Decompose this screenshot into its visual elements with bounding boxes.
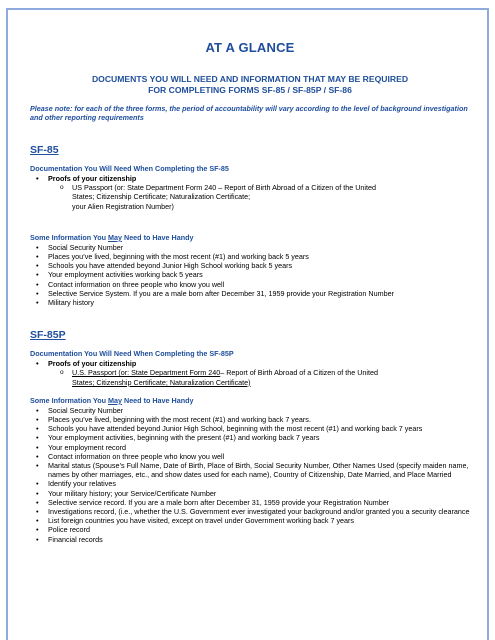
list-item: • Selective Service System. If you are a male born after December 31, 1959 provide your Registration Number xyxy=(30,289,470,298)
list-item: • Contact information on three people who know you well xyxy=(30,452,470,461)
list-item: • Social Security Number xyxy=(30,406,470,415)
sf85p-proofs-detail xyxy=(30,368,470,386)
sf85-proofs-line-3: your Alien Registration Number) xyxy=(72,201,174,211)
sf85p-info-heading-pre: Some Information You xyxy=(30,395,109,405)
list-item: • Schools you have attended beyond Junior High School working back 5 years xyxy=(30,261,470,270)
sf85p-info-heading-may: May xyxy=(108,395,122,405)
sf85p-info-list xyxy=(30,406,470,544)
sf85-info-heading-post: Need to Have Handy xyxy=(122,232,194,242)
list-item: • Your military history; your Service/Certificate Number xyxy=(30,489,470,498)
sf85p-info-heading-post: Need to Have Handy xyxy=(122,395,194,405)
sf85p-info-heading xyxy=(30,396,470,405)
section-heading-sf85: SF-85 xyxy=(30,144,59,156)
list-item: • Your employment activities, beginning with the present (#1) and working back 7 years xyxy=(30,433,470,442)
list-item: • Contact information on three people who know you well xyxy=(30,280,470,289)
subtitle-line-2: FOR COMPLETING FORMS SF-85 / SF-85P / SF-86 xyxy=(148,85,352,95)
sf85-info-heading-may: May xyxy=(108,232,122,242)
sf85p-docs-list xyxy=(30,359,470,368)
accountability-note: Please note: for each of the three forms, the period of accountability will vary according to the level of background investigation and other reporting requirements xyxy=(30,104,468,122)
document-body xyxy=(30,40,470,544)
sf85-docs-list xyxy=(30,174,470,183)
list-item: • Places you’ve lived, beginning with the most recent (#1) and working back 7 years. xyxy=(30,415,470,424)
list-item: • List foreign countries you have visited, except on travel under Government working back 7 years xyxy=(30,516,470,525)
list-item: • Financial records xyxy=(30,535,470,544)
list-item: • Selective service record. If you are a male born after December 31, 1959 provide your Registration Number xyxy=(30,498,470,507)
sf85-info-heading xyxy=(30,233,470,242)
list-item: • Marital status (Spouse’s Full Name, Date of Birth, Place of Birth, Social Security Number, Other Names Used (specify maiden name, names by other marriages, etc., and show dates used for each name), Country of Citizenship, Date Married, and Place Married xyxy=(30,461,470,479)
list-item: • Police record xyxy=(30,525,470,534)
sf85-proofs-detail xyxy=(30,183,470,211)
list-item: • Social Security Number xyxy=(30,243,470,252)
sf85p-proofs-rest: – Report of Birth Abroad of a Citizen of the United xyxy=(220,368,379,378)
list-item: • Your employment record xyxy=(30,443,470,452)
list-item: • Investigations record, (i.e., whether the U.S. Government ever investigated your background and/or granted you a security clearance xyxy=(30,507,470,516)
list-item: • Military history xyxy=(30,298,470,307)
sf85p-proofs-underlined: U.S. Passport (or: State Department Form 240 xyxy=(72,368,221,378)
sf85-proofs-line-2: States; Citizenship Certificate; Naturalization Certificate; xyxy=(72,192,251,202)
sf85p-proofs-line-2: States; Citizenship Certificate; Naturalization Certificate) xyxy=(72,377,251,387)
sf85-info-heading-pre: Some Information You xyxy=(30,232,109,242)
list-item: • Places you’ve lived, beginning with the most recent (#1) and working back 5 years xyxy=(30,252,470,261)
section-heading-sf85p: SF-85P xyxy=(30,329,66,342)
sf85-docs-heading: Documentation You Will Need When Completing the SF-85 xyxy=(30,164,229,173)
sf85-proofs-item: • Proofs of your citizenship xyxy=(30,174,470,183)
list-item: • Your employment activities working back 5 years xyxy=(30,270,470,279)
sf85p-proofs-item: • Proofs of your citizenship xyxy=(30,359,470,368)
sf85p-docs-heading: Documentation You Will Need When Completing the SF-85P xyxy=(30,349,234,359)
list-item: • Schools you have attended beyond Junior High School, beginning with the most recent (#1) and working back 7 years xyxy=(30,424,470,433)
page-title: AT A GLANCE xyxy=(205,40,295,55)
sf85-proofs-sublist xyxy=(30,183,470,211)
sf85p-proofs-sublist xyxy=(30,368,470,386)
sf85-proofs-line-1: US Passport (or: State Department Form 240 – Report of Birth Abroad of a Citizen of the United xyxy=(72,183,377,193)
sf85-info-list xyxy=(30,243,470,307)
subtitle-line-1: DOCUMENTS YOU WILL NEED AND INFORMATION THAT MAY BE REQUIRED xyxy=(91,74,409,84)
list-item: • Identify your relatives xyxy=(30,479,470,488)
page-subtitle xyxy=(30,74,470,96)
